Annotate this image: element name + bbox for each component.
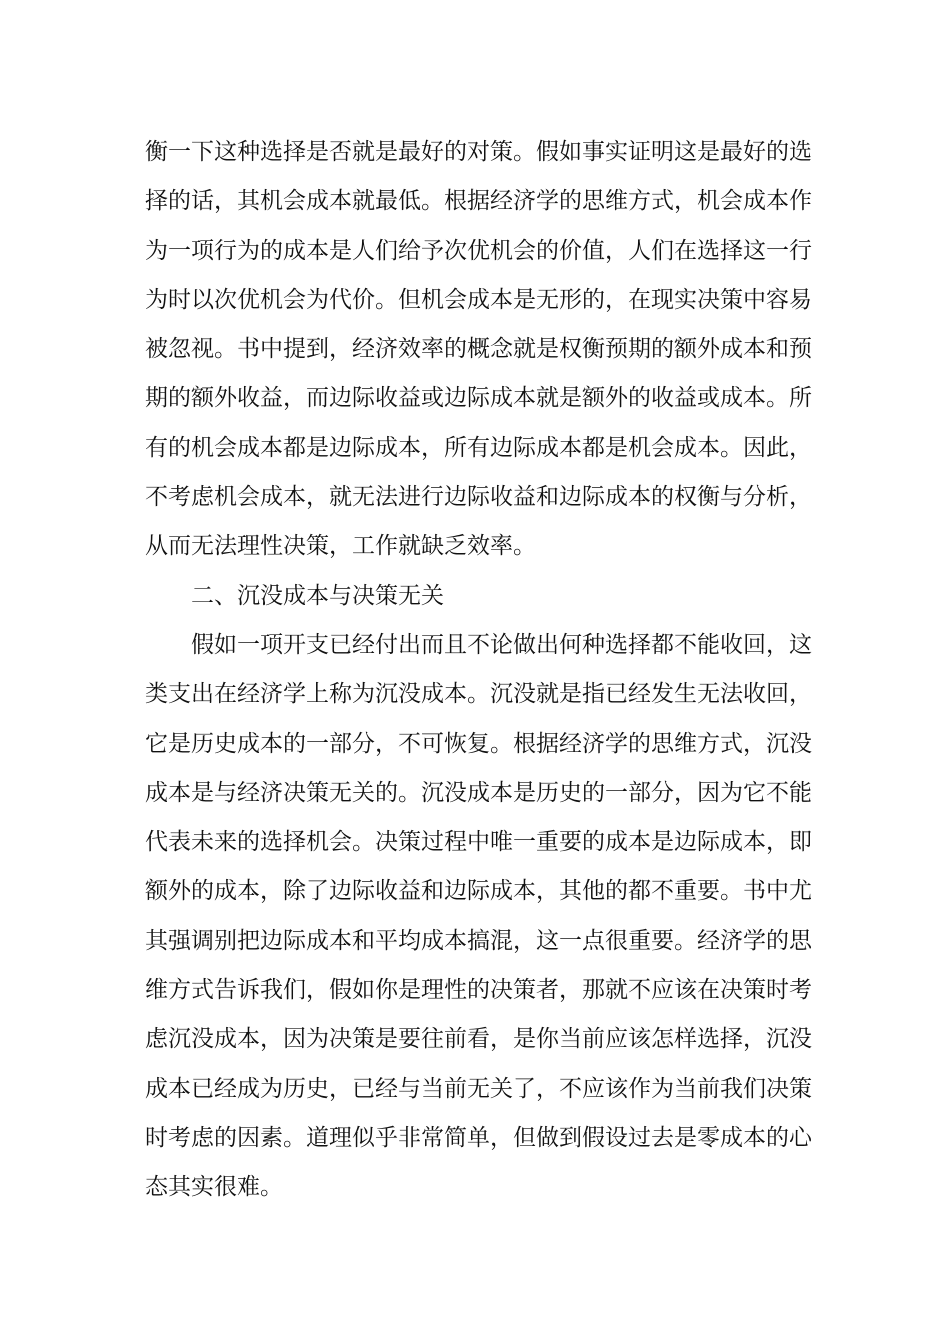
- paragraph-line: 从而无法理性决策，工作就缺乏效率。: [145, 533, 536, 560]
- paragraph-line: 为一项行为的成本是人们给予次优机会的价值，人们在选择这一行: [145, 237, 812, 264]
- paragraph-line: 期的额外收益，而边际收益或边际成本就是额外的收益或成本。所: [145, 385, 812, 412]
- paragraph-line: 类支出在经济学上称为沉没成本。沉没就是指已经发生无法收回，: [145, 681, 812, 708]
- paragraph-line: 被忽视。书中提到，经济效率的概念就是权衡预期的额外成本和预: [145, 336, 812, 363]
- section-heading: 二、沉没成本与决策无关: [191, 582, 444, 609]
- paragraph-line: 虑沉没成本，因为决策是要往前看，是你当前应该怎样选择，沉没: [145, 1026, 812, 1053]
- paragraph-line: 时考虑的因素。道理似乎非常简单，但做到假设过去是零成本的心: [145, 1124, 812, 1151]
- paragraph-line: 不考虑机会成本，就无法进行边际收益和边际成本的权衡与分析，: [145, 484, 812, 511]
- paragraph-line: 假如一项开支已经付出而且不论做出何种选择都不能收回，这: [191, 631, 812, 658]
- paragraph-line: 为时以次优机会为代价。但机会成本是无形的，在现实决策中容易: [145, 286, 812, 313]
- paragraph-opportunity-cost: [145, 128, 825, 572]
- paragraph-line: 衡一下这种选择是否就是最好的对策。假如事实证明这是最好的选: [145, 139, 812, 165]
- paragraph-line: 有的机会成本都是边际成本，所有边际成本都是机会成本。因此，: [145, 434, 812, 461]
- paragraph-line: 成本是与经济决策无关的。沉没成本是历史的一部分，因为它不能: [145, 779, 812, 806]
- paragraph-line: 额外的成本，除了边际收益和边际成本，其他的都不重要。书中尤: [145, 878, 812, 905]
- paragraph-line: 其强调别把边际成本和平均成本搞混，这一点很重要。经济学的思: [145, 927, 812, 954]
- paragraph-line: 代表未来的选择机会。决策过程中唯一重要的成本是边际成本，即: [145, 829, 812, 856]
- document-body: [145, 128, 825, 1213]
- paragraph-line: 态其实很难。: [145, 1174, 283, 1201]
- paragraph-line: 择的话，其机会成本就最低。根据经济学的思维方式，机会成本作: [145, 188, 812, 215]
- paragraph-line: 它是历史成本的一部分，不可恢复。根据经济学的思维方式，沉没: [145, 730, 812, 757]
- paragraph-sunk-cost: [145, 621, 825, 1213]
- paragraph-line: 维方式告诉我们，假如你是理性的决策者，那就不应该在决策时考: [145, 977, 812, 1004]
- paragraph-line: 成本已经成为历史，已经与当前无关了，不应该作为当前我们决策: [145, 1075, 812, 1102]
